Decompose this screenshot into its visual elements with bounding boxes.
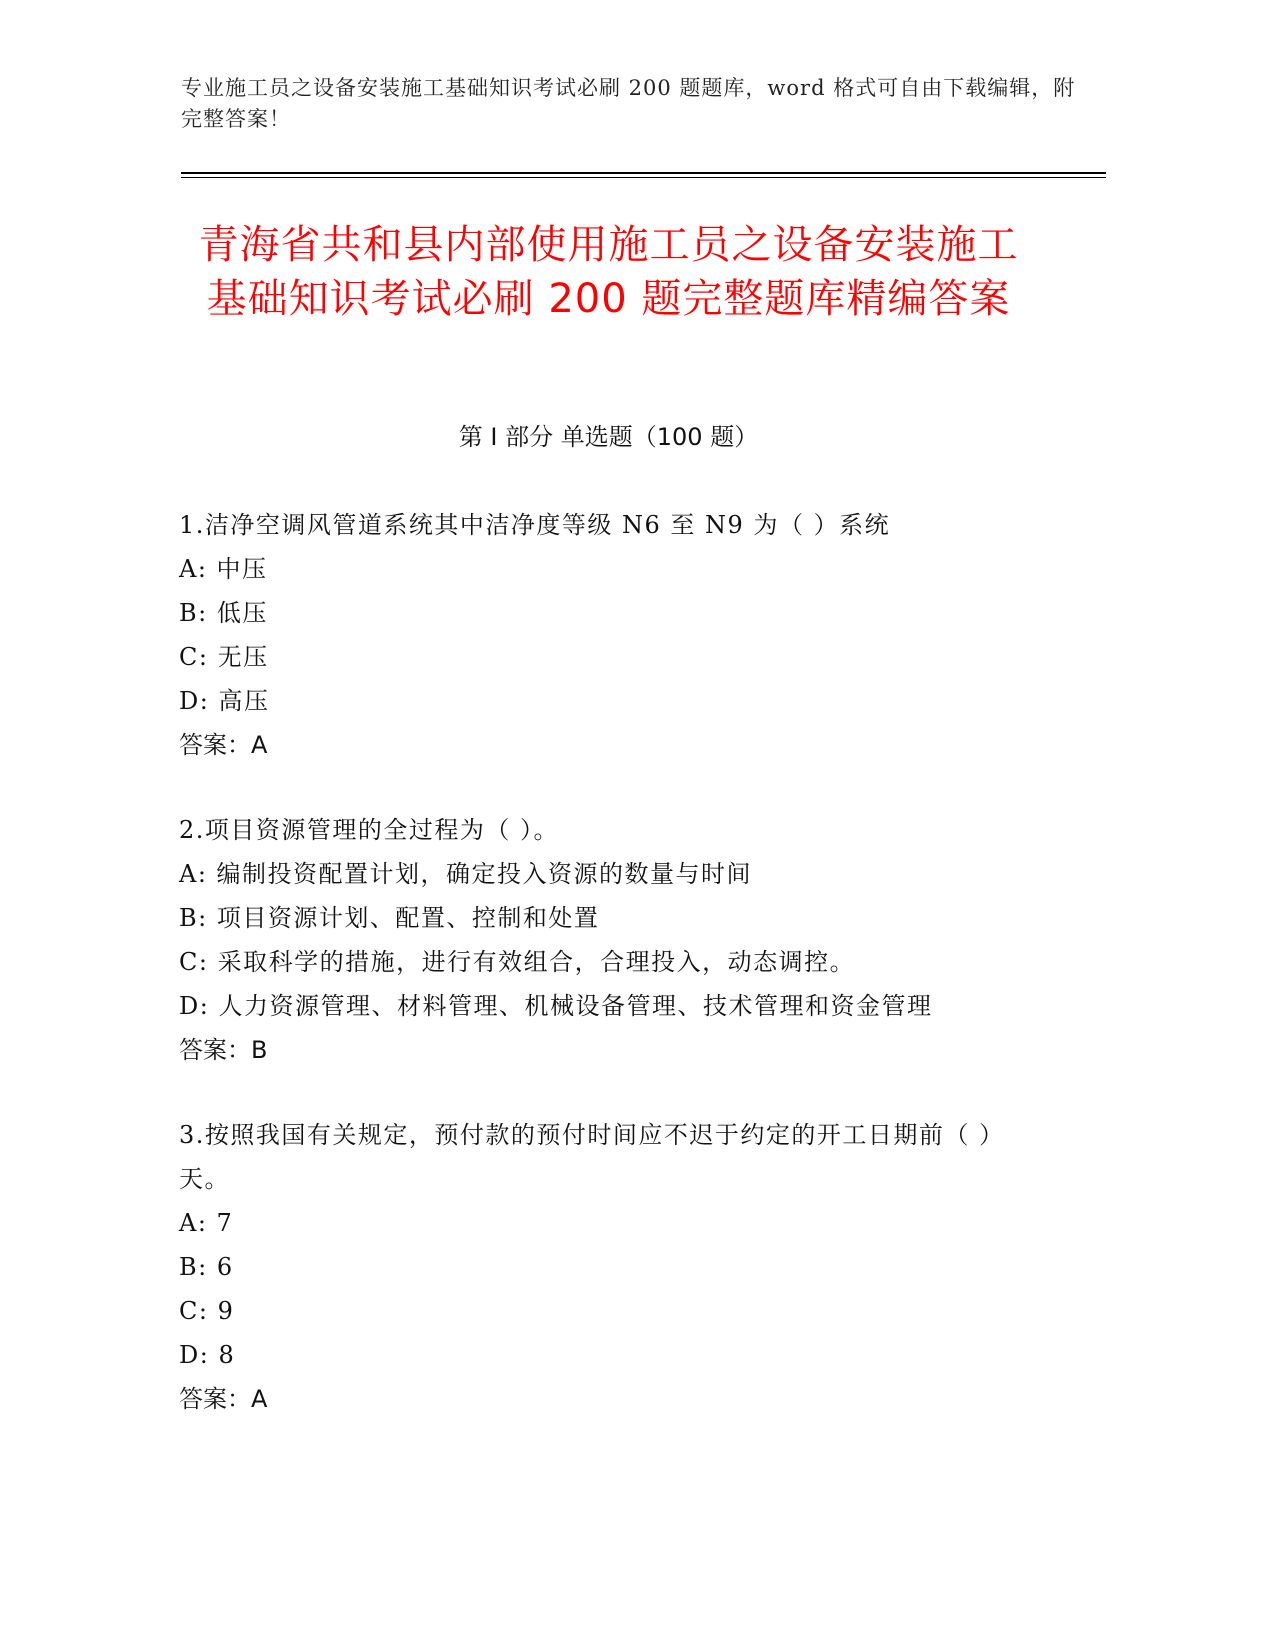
header-rule-thick [181, 172, 1106, 174]
question-stem: 3.按照我国有关规定，预付款的预付时间应不迟于约定的开工日期前（ ）天。 [179, 1121, 1005, 1193]
option-c: C: 采取科学的措施，进行有效组合，合理投入，动态调控。 [179, 948, 856, 976]
option-b: B: 低压 [179, 599, 268, 627]
answer-line: 答案：A [179, 1385, 268, 1413]
option-b: B: 6 [179, 1253, 234, 1281]
question-stem: 2.项目资源管理的全过程为（ ）。 [179, 816, 560, 844]
header-rule-thin [181, 177, 1106, 178]
option-d: D: 高压 [179, 687, 270, 715]
question-block [179, 1113, 1039, 1421]
question-block [179, 808, 1039, 1072]
document-title: 青海省共和县内部使用施工员之设备安装施工基础知识考试必刷 200 题完整题库精编答案 [198, 222, 1019, 322]
option-d: D: 8 [179, 1341, 236, 1369]
question-block [179, 503, 1039, 767]
option-c: C: 9 [179, 1297, 235, 1325]
section-heading: 第 I 部分 单选题（100 题） [458, 423, 759, 451]
option-b: B: 项目资源计划、配置、控制和处置 [179, 904, 600, 932]
option-c: C: 无压 [179, 643, 269, 671]
answer-line: 答案：A [179, 731, 268, 759]
option-d: D: 人力资源管理、材料管理、机械设备管理、技术管理和资金管理 [179, 992, 933, 1020]
question-stem: 1.洁净空调风管道系统其中洁净度等级 N6 至 N9 为（ ）系统 [179, 511, 891, 539]
header-note: 专业施工员之设备安装施工基础知识考试必刷 200 题题库，word 格式可自由下载编辑，附完整答案！ [181, 76, 1076, 131]
answer-line: 答案：B [179, 1036, 268, 1064]
option-a: A: 7 [179, 1209, 234, 1237]
option-a: A: 中压 [179, 555, 268, 583]
option-a: A: 编制投资配置计划，确定投入资源的数量与时间 [179, 860, 753, 888]
